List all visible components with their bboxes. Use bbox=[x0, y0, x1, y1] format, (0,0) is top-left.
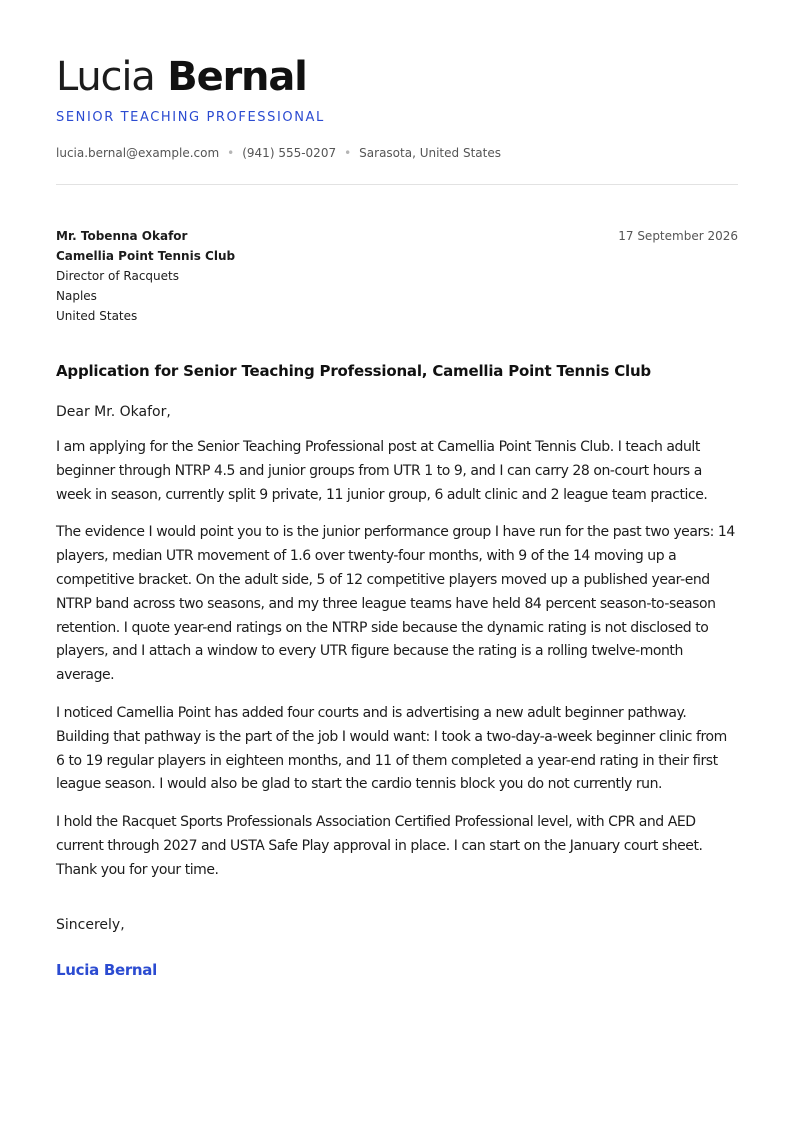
salutation: Dear Mr. Okafor, bbox=[56, 404, 171, 420]
cover-letter-page bbox=[56, 52, 738, 981]
signature-name: Lucia Bernal bbox=[56, 960, 157, 979]
applicant-name bbox=[56, 52, 738, 102]
recipient-organization: Camellia Point Tennis Club bbox=[56, 249, 236, 263]
letter-subject: Application for Senior Teaching Professional, Camellia Point Tennis Club bbox=[56, 362, 651, 380]
contact-line bbox=[56, 144, 738, 162]
letter-date: 17 September 2026 bbox=[618, 229, 738, 243]
header-divider bbox=[56, 184, 738, 185]
applicant-last-name: Bernal bbox=[167, 54, 307, 100]
contact-email[interactable]: lucia.bernal@example.com bbox=[56, 146, 220, 160]
body-paragraph: The evidence I would point you to is the junior performance group I have run for the past two years: 14 players, median UTR movement of 1.6 over twenty-four months, with 9 of the 14 moving up a competitive bracket. On the adult side, 5 of 12 competitive players moved up a published year-end NTRP band across two seasons, and my three league teams have held 84 percent season-to-season retention. I quote year-end ratings on the NTRP side because the dynamic rating is not disclosed to players, and I attach a window to every UTR figure because the rating is a rolling twelve-month average. bbox=[56, 524, 735, 684]
body-paragraph: I hold the Racquet Sports Professionals Association Certified Professional level, with CPR and AED current through 2027 and USTA Safe Play approval in place. I can start on the January court sheet. Thank you for your time. bbox=[56, 814, 703, 878]
recipient-block bbox=[56, 226, 738, 326]
applicant-role: SENIOR TEACHING PROFESSIONAL bbox=[56, 110, 325, 125]
recipient-name: Mr. Tobenna Okafor bbox=[56, 229, 188, 243]
letter-header bbox=[56, 52, 738, 185]
body-paragraph: I am applying for the Senior Teaching Professional post at Camellia Point Tennis Club. I teach adult beginner through NTRP 4.5 and junior groups from UTR 1 to 9, and I can carry 28 on-court hours a week in season, currently split 9 private, 11 junior group, 6 adult clinic and 2 league team practice. bbox=[56, 439, 708, 503]
closing: Sincerely, bbox=[56, 916, 125, 933]
recipient-country: United States bbox=[56, 309, 138, 323]
contact-location: Sarasota, United States bbox=[359, 146, 501, 160]
body-paragraph: I noticed Camellia Point has added four courts and is advertising a new adult beginner pathway. Building that pathway is the part of the job I would want: I took a two-day-a-week beginner clinic from 6 to 19 regular players in eighteen months, and 11 of them completed a year-end rating in their first league season. I would also be glad to start the cardio tennis block you do not currently run. bbox=[56, 704, 727, 793]
applicant-first-name: Lucia bbox=[56, 54, 155, 100]
contact-separator-dot-icon: • bbox=[344, 146, 352, 160]
contact-separator-dot-icon: • bbox=[227, 146, 235, 160]
contact-phone[interactable]: (941) 555-0207 bbox=[242, 146, 337, 160]
recipient-title: Director of Racquets bbox=[56, 269, 179, 283]
recipient-city: Naples bbox=[56, 289, 97, 303]
